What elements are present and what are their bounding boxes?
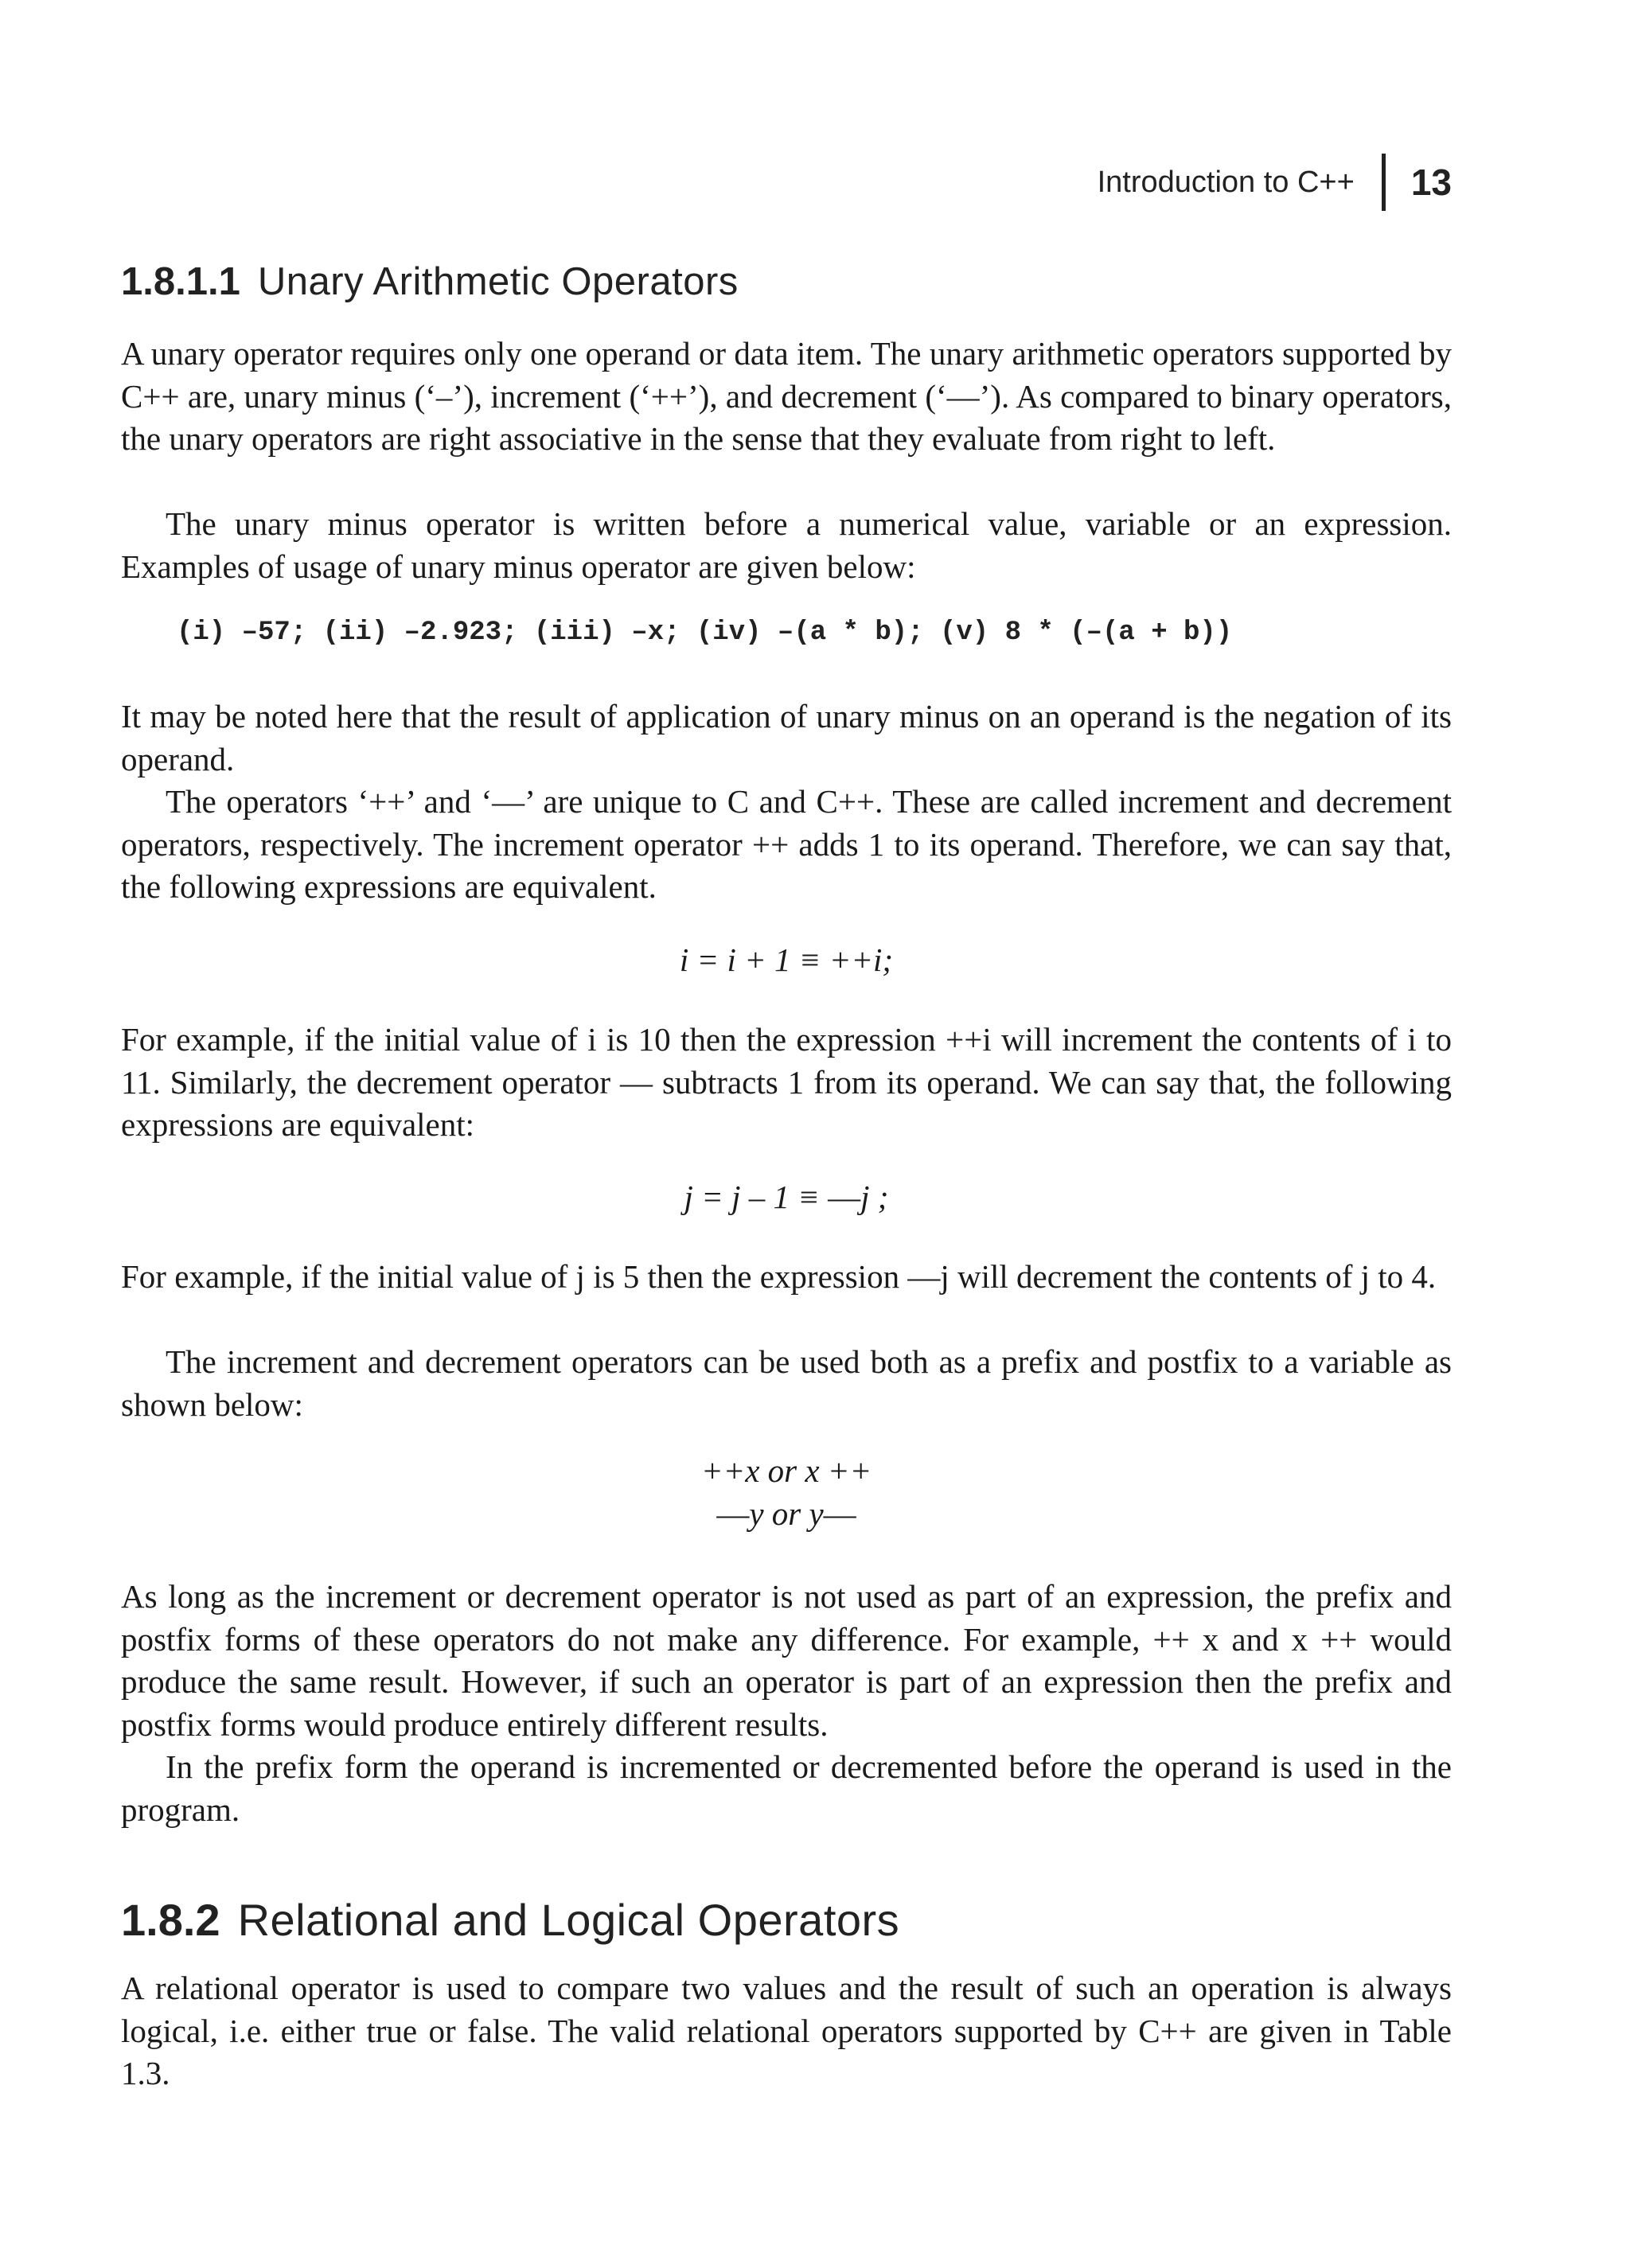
paragraph-decrement-example: For example, if the initial value of j is 5 then the expression ––j will decrement the contents of j to 4. xyxy=(121,1258,1437,1295)
paragraph-increment-decrement: The operators ‘++’ and ‘––’ are unique to C and C++. These are called increment and decrement operators, respectively. The increment operator ++ adds 1 to its operand. Therefore, we can say that, the following expressions are equivalent. xyxy=(121,783,1452,905)
book-page xyxy=(121,0,1452,2268)
paragraph-unary-minus: The unary minus operator is written before a numerical value, variable or an expression. Examples of usage of unary minus operator are given below: xyxy=(121,505,1452,585)
page-number: 13 xyxy=(1410,162,1452,203)
equation-decrement-forms: ––y or y–– xyxy=(716,1495,856,1532)
running-head xyxy=(1098,154,1452,210)
section-number: 1.8.2 xyxy=(121,1895,220,1945)
equation-increment-forms: ++x or x ++ xyxy=(700,1452,872,1489)
paragraph-relational-intro: A relational operator is used to compare two values and the result of such an operation is always logical, i.e. either true or false. The valid relational operators supported by C++ are given in Table 1.3. xyxy=(121,1970,1452,2091)
paragraph-unary-intro: A unary operator requires only one operand or data item. The unary arithmetic operators supported by C++ are, unary minus (‘–’), increment (‘++’), and decrement (‘––’). As compared to binary operators, the unary operators are right associative in the sense that they evaluate from right to left. xyxy=(121,335,1452,457)
code-example-unary-minus: (i) –57; (ii) –2.923; (iii) –x; (iv) –(a * b); (v) 8 * (–(a + b)) xyxy=(177,618,1233,648)
paragraph-prefix-postfix-difference: As long as the increment or decrement operator is not used as part of an expression, the prefix and postfix forms of these operators do not make any difference. For example, ++ x and x ++ would produce the same result. However, if such an operator is part of an expression then the prefix and postfix forms would produce entirely different results. xyxy=(121,1578,1452,1743)
paragraph-negation: It may be noted here that the result of application of unary minus on an operand is the negation of its operand. xyxy=(121,698,1452,777)
equation-decrement: j = j – 1 ≡ ––j ; xyxy=(684,1179,889,1215)
paragraph-prefix-form: In the prefix form the operand is incremented or decremented before the operand is used in the program. xyxy=(121,1748,1452,1828)
section-title: Unary Arithmetic Operators xyxy=(257,260,739,303)
equation-increment: i = i + 1 ≡ ++i; xyxy=(679,941,894,978)
running-head-divider xyxy=(1382,154,1386,211)
section-title: Relational and Logical Operators xyxy=(237,1895,900,1945)
section-number: 1.8.1.1 xyxy=(121,260,240,303)
running-head-title: Introduction to C++ xyxy=(1097,165,1355,199)
section-heading-1-8-2 xyxy=(121,1894,899,1946)
section-heading-1-8-1-1 xyxy=(121,259,739,304)
paragraph-prefix-postfix: The increment and decrement operators can be used both as a prefix and postfix to a variable as shown below: xyxy=(121,1343,1452,1423)
paragraph-increment-example: For example, if the initial value of i is 10 then the expression ++i will increment the contents of i to 11. Similarly, the decrement operator –– subtracts 1 from its operand. We can say that, the following expressions are equivalent: xyxy=(121,1021,1452,1143)
